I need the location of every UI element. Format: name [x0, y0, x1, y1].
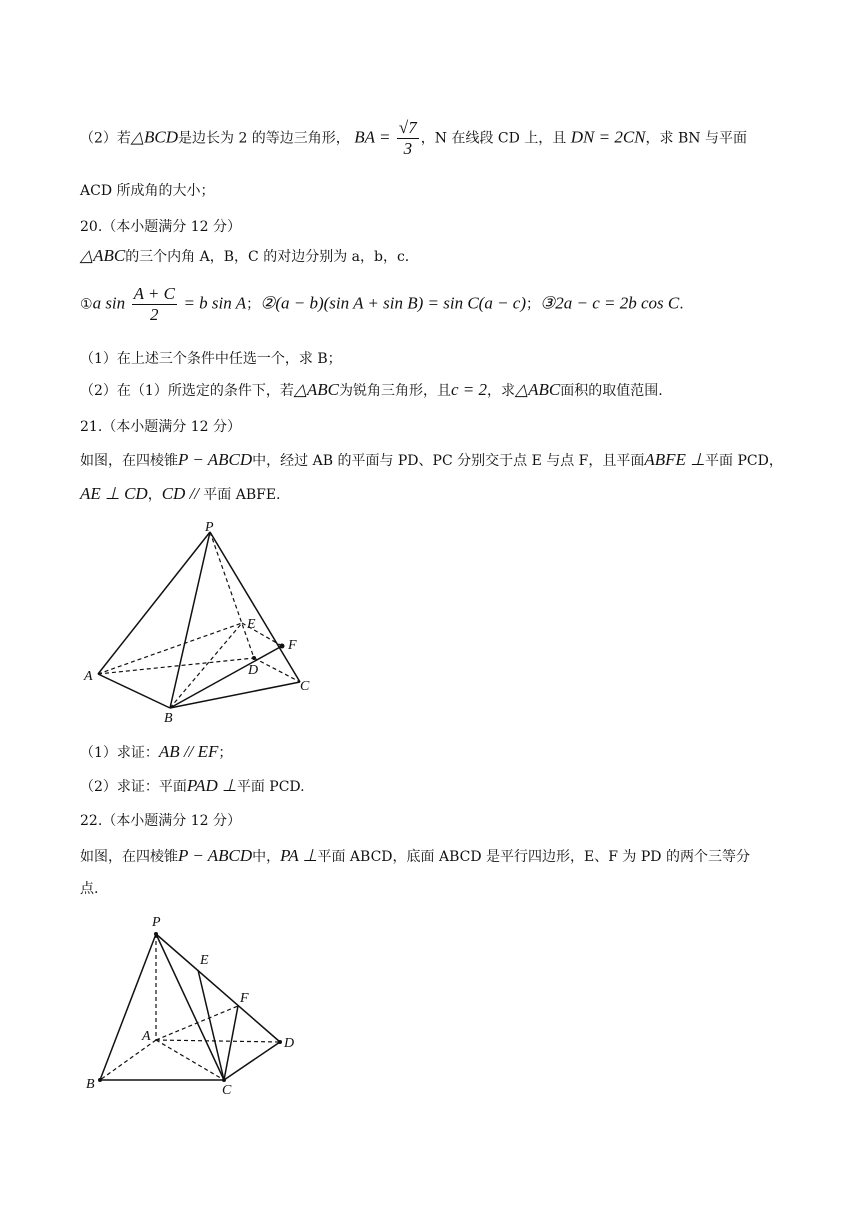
edge-bf	[170, 646, 282, 708]
label-p: P	[205, 520, 214, 535]
point-d	[278, 1040, 282, 1044]
math-ba: BA =	[354, 127, 391, 147]
label-f: F	[288, 638, 297, 653]
label-c: C	[300, 679, 310, 694]
q19-part2-line1: （2）若△BCD是边长为 2 的等边三角形， BA = $\frac{√7}{3}$ ，N 在线段 CD 上，且 DN = 2CN，求 BN 与平面	[80, 118, 747, 158]
point-d	[252, 656, 256, 660]
point-b	[98, 1078, 102, 1082]
q20-part1: （1）在上述三个条件中任选一个，求 B；	[80, 351, 342, 367]
edge-af	[156, 1006, 238, 1040]
label-e: E	[247, 617, 256, 632]
edge-cd	[224, 1042, 280, 1080]
label-a: A	[142, 1029, 151, 1044]
label-b: B	[164, 711, 173, 726]
label-b: B	[86, 1077, 95, 1092]
point-f	[280, 644, 285, 649]
q22-line1: 如图，在四棱锥P − ABCD中，PA ⊥平面 ABCD，底面 ABCD 是平行四边形，E、F 为 PD 的两个三等分	[80, 846, 750, 865]
label-f: F	[240, 991, 249, 1006]
label-e: E	[200, 953, 209, 968]
label-d: D	[248, 663, 259, 678]
q21-part2: （2）求证：平面PAD ⊥平面 PCD.	[80, 776, 305, 795]
q21-line2: AE ⊥ CD，CD // 平面 ABFE.	[80, 484, 281, 503]
q22-heading: 22.（本小题满分 12 分）	[80, 813, 241, 829]
edge-ce	[198, 970, 224, 1080]
edge-pb	[100, 934, 156, 1080]
math-triangle-bcd: △BCD	[130, 127, 178, 147]
label-p: P	[152, 915, 161, 930]
q22-line2: 点.	[80, 881, 99, 897]
q21-pyramid-figure	[80, 518, 320, 728]
edge-pc	[156, 934, 224, 1080]
fraction-a-plus-c-over-2: $\frac{A + C}{2}$	[133, 284, 175, 324]
edge-ab	[98, 674, 170, 708]
edge-pd	[156, 934, 280, 1042]
edge-ad	[156, 1040, 280, 1042]
q19-part2-line2: ACD 所成角的大小；	[80, 183, 215, 199]
point-c	[222, 1078, 226, 1082]
edge-cf	[224, 1006, 238, 1080]
q20-part2: （2）在（1）所选定的条件下，若△ABC为锐角三角形，且c = 2，求△ABC面积的取值范围.	[80, 380, 663, 399]
q20-conditions: ①a sin $\frac{A + C}{2}$ = b sin A；②(a − b)(sin A + sin B) = sin C(a − c)；③2a − c = 2b cos C.	[80, 284, 684, 324]
point-p	[154, 932, 158, 936]
q20-intro: △ABC的三个内角 A，B，C 的对边分别为 a，b，c.	[80, 246, 410, 265]
math-dn: DN = 2CN	[570, 127, 646, 147]
label-c: C	[222, 1083, 232, 1098]
fraction-sqrt7-over-3: $\frac{√7}{3}$	[398, 118, 417, 158]
q20-heading: 20.（本小题满分 12 分）	[80, 219, 241, 235]
q22-pyramid-figure	[76, 906, 316, 1100]
label-a: A	[84, 669, 93, 684]
q21-heading: 21.（本小题满分 12 分）	[80, 419, 241, 435]
label-d: D	[284, 1036, 295, 1051]
edge-ac	[156, 1040, 224, 1080]
q21-line1: 如图，在四棱锥P − ABCD中，经过 AB 的平面与 PD、PC 分别交于点 E 与点 F，且平面ABFE ⊥平面 PCD，	[80, 450, 783, 469]
q21-part1: （1）求证：AB // EF；	[80, 742, 233, 761]
